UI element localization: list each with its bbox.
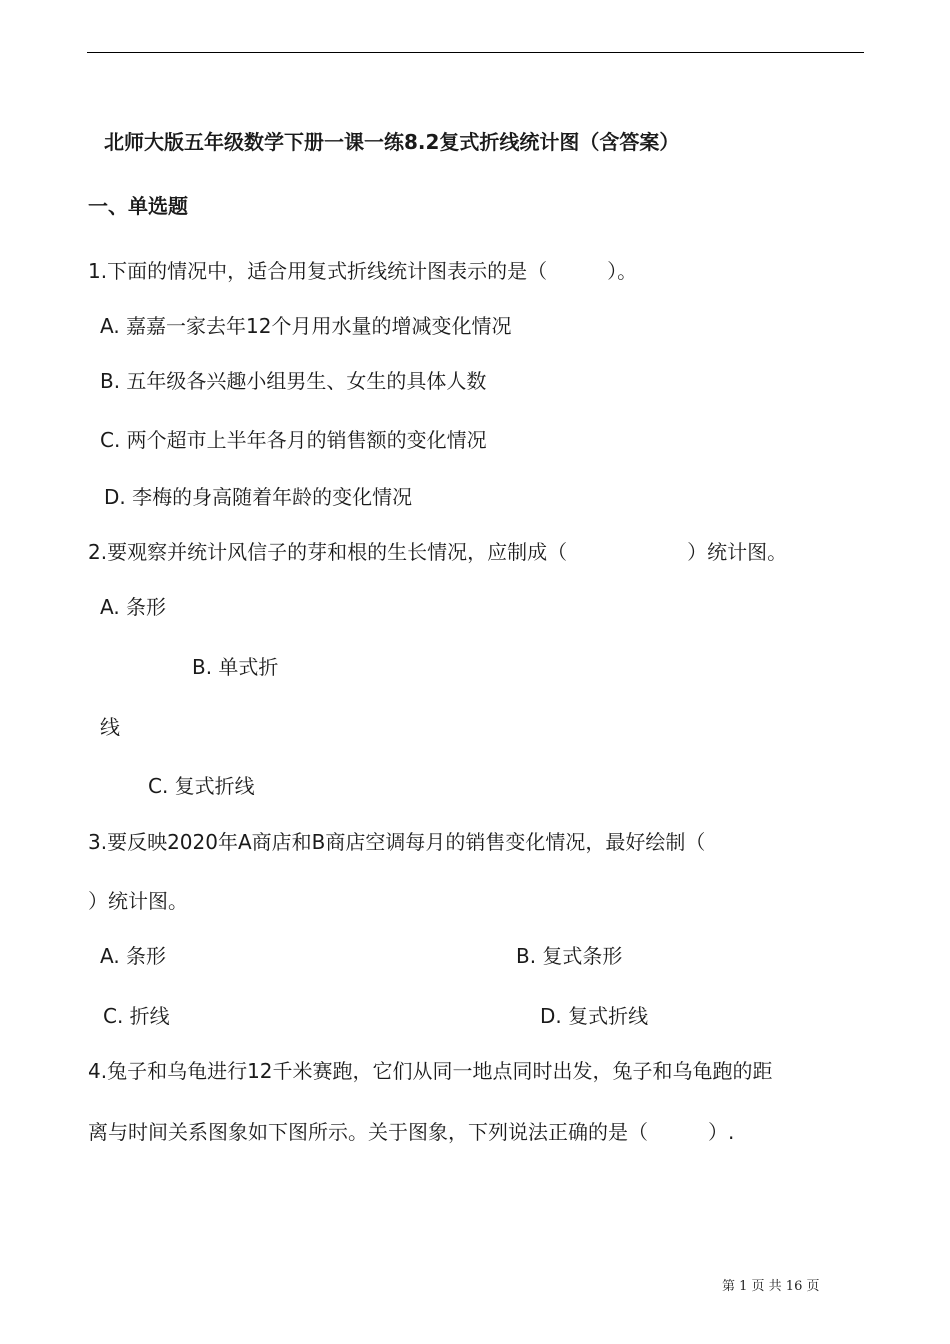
question-2-option-a: A. 条形	[100, 595, 167, 619]
document-title: 北师大版五年级数学下册一课一练8.2复式折线统计图（含答案）	[104, 130, 680, 154]
question-2-option-b-wrap: 线	[100, 715, 120, 739]
question-2-option-c: C. 复式折线	[148, 774, 255, 798]
question-1-option-b: B. 五年级各兴趣小组男生、女生的具体人数	[100, 369, 487, 393]
question-4-stem-line2: 离与时间关系图象如下图所示。关于图象，下列说法正确的是（ ）.	[88, 1120, 735, 1144]
header-rule	[87, 52, 864, 53]
question-4-stem-line1: 4.兔子和乌龟进行12千米赛跑，它们从同一地点同时出发，兔子和乌龟跑的距	[88, 1059, 773, 1083]
section-heading: 一、单选题	[88, 194, 188, 218]
question-1-option-a: A. 嘉嘉一家去年12个月用水量的增减变化情况	[100, 314, 512, 338]
question-3-stem-line2: ）统计图。	[88, 889, 188, 913]
question-3-option-a: A. 条形	[100, 944, 167, 968]
question-1-option-d: D. 李梅的身高随着年龄的变化情况	[104, 485, 413, 509]
question-2-stem: 2.要观察并统计风信子的芽和根的生长情况，应制成（ ）统计图。	[88, 540, 788, 564]
question-3-option-d: D. 复式折线	[540, 1004, 649, 1028]
question-3-stem-line1: 3.要反映2020年A商店和B商店空调每月的销售变化情况，最好绘制（	[88, 830, 706, 854]
question-3-option-b: B. 复式条形	[516, 944, 623, 968]
question-1-stem: 1.下面的情况中，适合用复式折线统计图表示的是（ ）。	[88, 259, 638, 283]
question-3-option-c: C. 折线	[103, 1004, 170, 1028]
page-number: 第 1 页 共 16 页	[722, 1279, 820, 1294]
question-2-option-b: B. 单式折	[192, 655, 279, 679]
question-1-option-c: C. 两个超市上半年各月的销售额的变化情况	[100, 428, 487, 452]
